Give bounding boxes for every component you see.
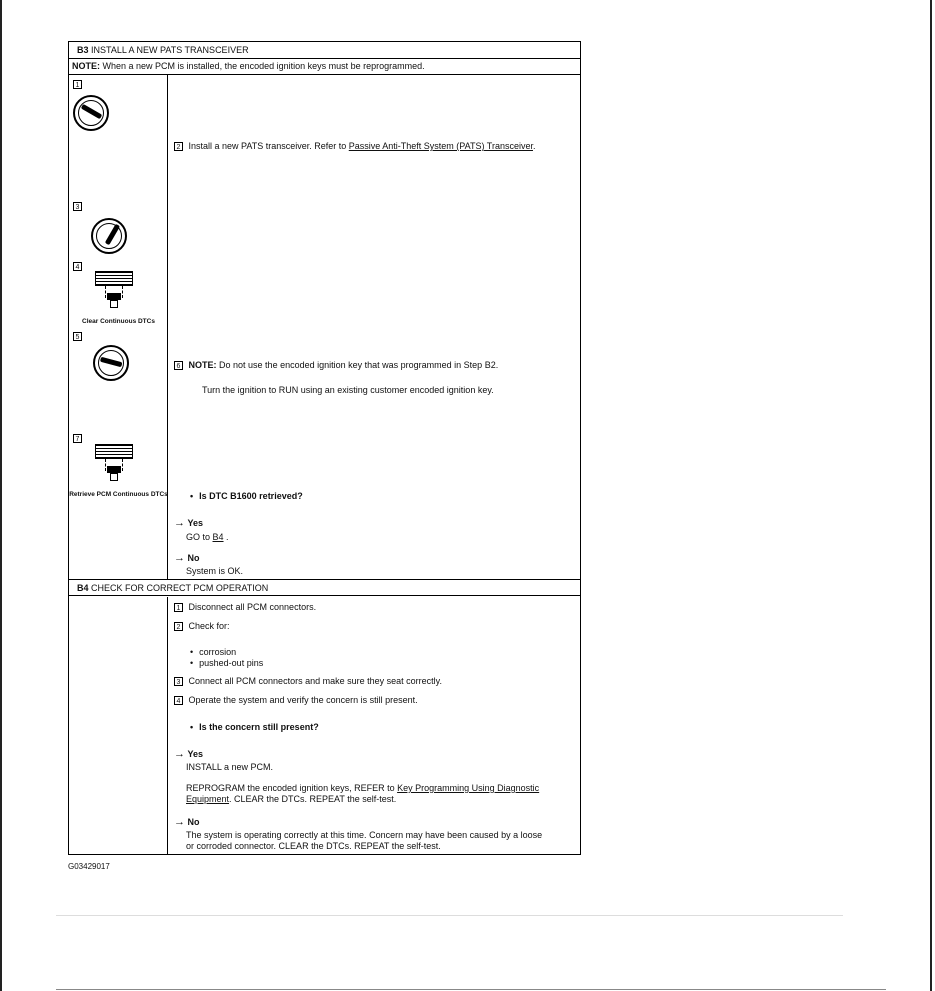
b4-step-2 — [174, 621, 230, 631]
b4-step-4-text: Operate the system and verify the concern is still present. — [188, 695, 418, 705]
b3-left-step-5: 5 — [73, 332, 82, 341]
b3-no-text: System is OK. — [186, 566, 244, 576]
step-number: 2 — [174, 622, 183, 631]
b3-note-text: When a new PCM is installed, the encoded ignition keys must be reprogrammed. — [102, 61, 425, 71]
b4-question: • Is the concern still present? — [190, 722, 319, 732]
arrow-right-icon: → — [174, 816, 185, 828]
divider — [56, 989, 886, 990]
b4-yes-line2 — [186, 783, 539, 793]
b4-step-2-text: Check for: — [188, 621, 230, 631]
b4-no-label: No — [187, 817, 200, 827]
key-programming-link-cont[interactable]: Equipment — [186, 794, 230, 804]
b3-note — [69, 59, 580, 75]
b4-code: B4 — [77, 583, 89, 593]
b4-yes-branch — [174, 748, 203, 760]
b3-question: • Is DTC B1600 retrieved? — [190, 491, 303, 501]
b3-caption-clear-dtcs: Clear Continuous DTCs — [82, 318, 155, 325]
b3-caption-retrieve-dtcs: Retrieve PCM Continuous DTCs — [69, 491, 168, 498]
b4-yes-line1: INSTALL a new PCM. — [186, 762, 274, 772]
b3-no-branch — [174, 552, 200, 564]
b4-step-3-text: Connect all PCM connectors and make sure they seat correctly. — [188, 676, 442, 686]
arrow-right-icon: → — [174, 552, 185, 564]
page-left-edge — [0, 0, 2, 991]
b4-no-branch — [174, 816, 200, 828]
b4-no-line2: or corroded connector. CLEAR the DTCs. REPEAT the self-test. — [186, 841, 441, 851]
step-number: 4 — [174, 696, 183, 705]
b3-no-label: No — [187, 553, 200, 563]
ignition-run-icon — [91, 218, 127, 254]
diagnostic-procedure-table — [68, 41, 581, 855]
b3-step-6-note-label: NOTE: — [188, 360, 217, 370]
page-right-edge — [930, 0, 932, 991]
b3-yes-text — [186, 532, 229, 542]
b4-illustration-column — [69, 597, 168, 855]
b3-note-label: NOTE: — [72, 61, 100, 71]
step-number: 1 — [174, 603, 183, 612]
check-item: • corrosion — [190, 647, 236, 657]
b3-step-6-instruction: Turn the ignition to RUN using an existing customer encoded ignition key. — [202, 385, 494, 395]
step-number: 6 — [174, 361, 183, 370]
figure-id: G03429017 — [68, 862, 110, 871]
b3-yes-label: Yes — [187, 518, 204, 528]
b3-instruction-column — [168, 75, 580, 579]
pats-transceiver-link[interactable]: Passive Anti-Theft System (PATS) Transceiver — [348, 141, 533, 151]
b4-yes-line3-text: . CLEAR the DTCs. REPEAT the self-test. — [229, 794, 397, 804]
b3-left-step-4: 4 — [73, 262, 82, 271]
b3-title: INSTALL A NEW PATS TRANSCEIVER — [91, 45, 249, 55]
b3-code: B3 — [77, 45, 89, 55]
arrow-right-icon: → — [174, 748, 185, 760]
punctuation: . — [223, 532, 229, 542]
b4-step-1 — [174, 602, 316, 612]
b3-left-step-7: 7 — [73, 434, 82, 443]
b3-illustration-column — [69, 75, 168, 579]
b4-title: CHECK FOR CORRECT PCM OPERATION — [91, 583, 269, 593]
check-item: • pushed-out pins — [190, 658, 263, 668]
b4-step-3 — [174, 676, 442, 686]
b3-left-step-3: 3 — [73, 202, 82, 211]
arrow-right-icon: → — [174, 517, 185, 529]
punctuation: . — [532, 141, 536, 151]
b3-header — [69, 42, 580, 59]
b4-link[interactable]: B4 — [212, 532, 224, 542]
b4-step-4 — [174, 695, 418, 705]
step-number: 3 — [174, 677, 183, 686]
b4-header — [69, 579, 580, 596]
divider — [56, 915, 843, 916]
b3-step-2-text: Install a new PATS transceiver. Refer to — [188, 141, 349, 151]
key-programming-link[interactable]: Key Programming Using Diagnostic — [397, 783, 540, 793]
b4-instruction-column — [168, 597, 580, 855]
ignition-off-icon — [93, 345, 129, 381]
b4-step-1-text: Disconnect all PCM connectors. — [188, 602, 317, 612]
b4-yes-line3 — [186, 794, 396, 804]
b4-yes-line2-text: REPROGRAM the encoded ignition keys, REFER to — [186, 783, 398, 793]
b4-yes-label: Yes — [187, 749, 204, 759]
b3-step-2 — [174, 141, 536, 151]
ignition-off-icon — [73, 95, 109, 131]
b3-left-step-1: 1 — [73, 80, 82, 89]
b3-step-6 — [174, 360, 498, 370]
step-number: 2 — [174, 142, 183, 151]
b3-yes-prefix: GO to — [186, 532, 213, 542]
scan-tool-icon — [95, 444, 135, 484]
b4-no-line1: The system is operating correctly at this time. Concern may have been caused by a loose — [186, 830, 543, 840]
b3-yes-branch — [174, 517, 203, 529]
scan-tool-icon — [95, 271, 135, 311]
b3-step-6-note-text: Do not use the encoded ignition key that was programmed in Step B2. — [219, 360, 499, 370]
